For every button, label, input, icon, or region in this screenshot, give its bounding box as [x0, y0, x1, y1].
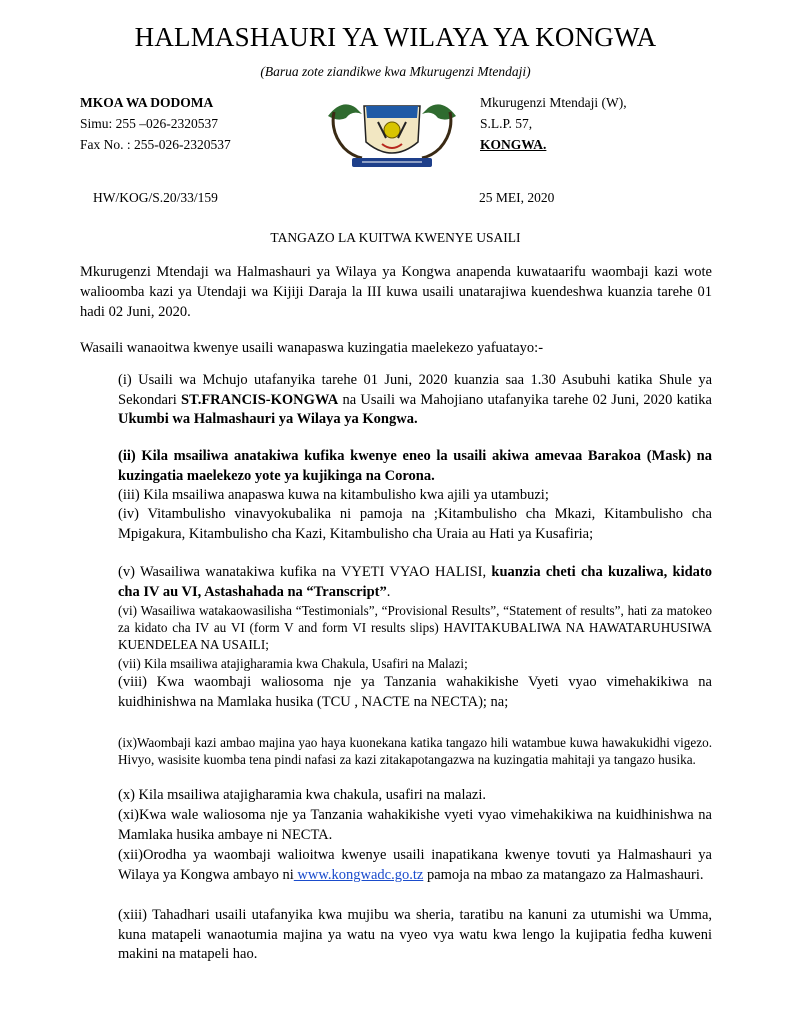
notice-heading: TANGAZO LA KUITWA KWENYE USAILI	[270, 230, 521, 245]
instruction-item-vii	[118, 655, 712, 672]
council-title: HALMASHAURI YA WILAYA YA KONGWA	[134, 22, 657, 52]
instruction-item-x	[118, 786, 712, 806]
item-text: Kwa wale waliosoma nje ya Tanzania wahakikishe vyeti vyao vimehakikiwa na kuidhinishwa na Mamlaka husika ambaye ni NECTA.	[118, 807, 712, 843]
instructions-intro: Wasaili wanaoitwa kwenye usaili wanapaswa kuzingatia maelekezo yafuatayo:-	[80, 340, 544, 356]
item-number: (x)	[118, 787, 139, 803]
item-number: (vii)	[118, 656, 145, 671]
item-number: (v)	[118, 564, 140, 580]
item-text: na Usaili wa Mahojiano utafanyika tarehe 02 Juni, 2020 katika	[338, 391, 712, 408]
instruction-item-vi	[118, 602, 712, 653]
item-text: Wasailiwa watakaowasilisha “Testimonials”, “Provisional Results”, “Statement of results”, hati za matokeo za kidato cha IV au VI (form V and form VI results slips) HAVITAKUBALIWA NA HAWATARUHUSIWA KUENDELEA NA USAILI;	[118, 603, 712, 652]
item-text: Wasailiwa wanatakiwa kufika na VYETI VYAO HALISI,	[139, 564, 492, 580]
council-website-link[interactable]: www.kongwadc.go.tz	[293, 866, 424, 883]
required-documents: kuanzia cheti cha kuzaliwa, kidato cha IV au VI, Astashahada na “Transcript”	[118, 564, 712, 600]
school-name: ST.FRANCIS-KONGWA	[181, 391, 339, 408]
instruction-item-ix	[118, 734, 712, 768]
item-text: Kila msailiwa anatakiwa kufika kwenye eneo la usaili akiwa amevaa Barakoa (Mask) na kuzingatia maelekezo yote ya kujikinga na Corona.	[118, 448, 712, 484]
item-number: (vi)	[118, 603, 141, 618]
instruction-item-xii	[118, 846, 712, 885]
council-emblem-icon	[322, 92, 462, 174]
item-number: (ix)	[118, 735, 138, 750]
item-text: Tahadhari usaili utafanyika kwa mujibu wa sheria, taratibu na kanuni za utumishi wa Umma, kuna matapeli wanaotumia majina ya watu na vyeo vya watu kwa lengo la kujipatia fedha kuweni makini na matapeli hao.	[118, 907, 713, 962]
instruction-item-iii	[118, 486, 712, 506]
item-text: Kila msailiwa atajigharamia kwa Chakula, Usafiri na Malazi;	[144, 656, 468, 671]
item-number: (xii)	[118, 847, 143, 863]
left-header-block	[80, 92, 231, 155]
instruction-item-v	[118, 563, 712, 602]
instruction-item-xiii	[118, 906, 712, 965]
item-number: (iii)	[118, 487, 144, 503]
venue-name: Ukumbi wa Halmashauri ya Wilaya ya Kongwa.	[118, 411, 418, 427]
item-number: (iv)	[118, 506, 148, 522]
item-text: Orodha ya waombaji walioitwa kwenye usaili inapatikana kwenye tovuti ya Halmashauri ya Wilaya ya Kongwa ambayo ni	[118, 847, 712, 883]
instruction-item-ii	[118, 447, 712, 486]
item-text: Waombaji kazi ambao majina yao haya kuonekana katika tangazo hili watambue kuwa hawakukidhi vigezo. Hivyo, wasisite kuomba tena pindi nafasi za kazi zitakapotangazwa na kuzingatia mahitaji ya tangazo husika.	[118, 735, 712, 767]
item-text: Vitambulisho vinavyokubalika ni pamoja na ;Kitambulisho cha Mkazi, Kitambulisho cha Mpigakura, Kitambulisho cha Kazi, Kitambulisho cha Uraia au Hati ya Kusafiria;	[118, 506, 712, 542]
instruction-item-xi	[118, 806, 712, 845]
intro-paragraph: Mkurugenzi Mtendaji wa Halmashauri ya Wilaya ya Kongwa anapenda kuwataarifu waombaji kazi wote walioomba kazi ya Utendaji wa Kijiji Daraja la III kuwa usaili unatarajiwa kuendeshwa kuanzia tarehe 01 hadi 02 Juni, 2020.	[80, 264, 712, 320]
item-text: pamoja na mbao za matangazo za Halmashauri.	[423, 866, 704, 883]
addressee-title: Mkurugenzi Mtendaji (W),	[480, 95, 627, 110]
phone-number: Simu: 255 –026-2320537	[80, 116, 219, 131]
item-text: .	[386, 583, 391, 600]
letterhead-subtitle: (Barua zote ziandikwe kwa Mkurugenzi Mtendaji)	[260, 64, 531, 79]
instruction-item-viii	[118, 673, 712, 712]
item-text: Kila msailiwa atajigharamia kwa chakula, usafiri na malazi.	[138, 787, 487, 803]
item-number: (ii)	[118, 448, 142, 464]
item-number: (xi)	[118, 807, 139, 823]
right-header-block	[480, 92, 627, 155]
item-number: (xiii)	[118, 907, 152, 923]
item-number: (viii)	[118, 674, 157, 690]
reference-number: HW/KOG/S.20/33/159	[93, 190, 218, 205]
fax-number: Fax No. : 255-026-2320537	[80, 137, 231, 152]
instruction-item-i	[118, 371, 712, 430]
item-text: Kwa waombaji waliosoma nje ya Tanzania wahakikishe Vyeti vyao vimehakikiwa na kuidhinishwa na Mamlaka husika (TCU , NACTE na NECTA); na;	[118, 674, 712, 710]
region-name: MKOA WA DODOMA	[80, 95, 214, 110]
item-number: (i)	[118, 372, 139, 388]
item-text: Usaili wa Mchujo utafanyika tarehe 01 Juni, 2020 kuanzia saa 1.30 Asubuhi katika Shule ya Sekondari	[118, 372, 713, 408]
town-name: KONGWA.	[480, 137, 547, 152]
letter-date: 25 MEI, 2020	[479, 190, 555, 205]
item-text: Kila msailiwa anapaswa kuwa na kitambulisho kwa ajili ya utambuzi;	[143, 487, 549, 503]
instruction-item-iv	[118, 505, 712, 544]
po-box: S.L.P. 57,	[480, 116, 533, 131]
